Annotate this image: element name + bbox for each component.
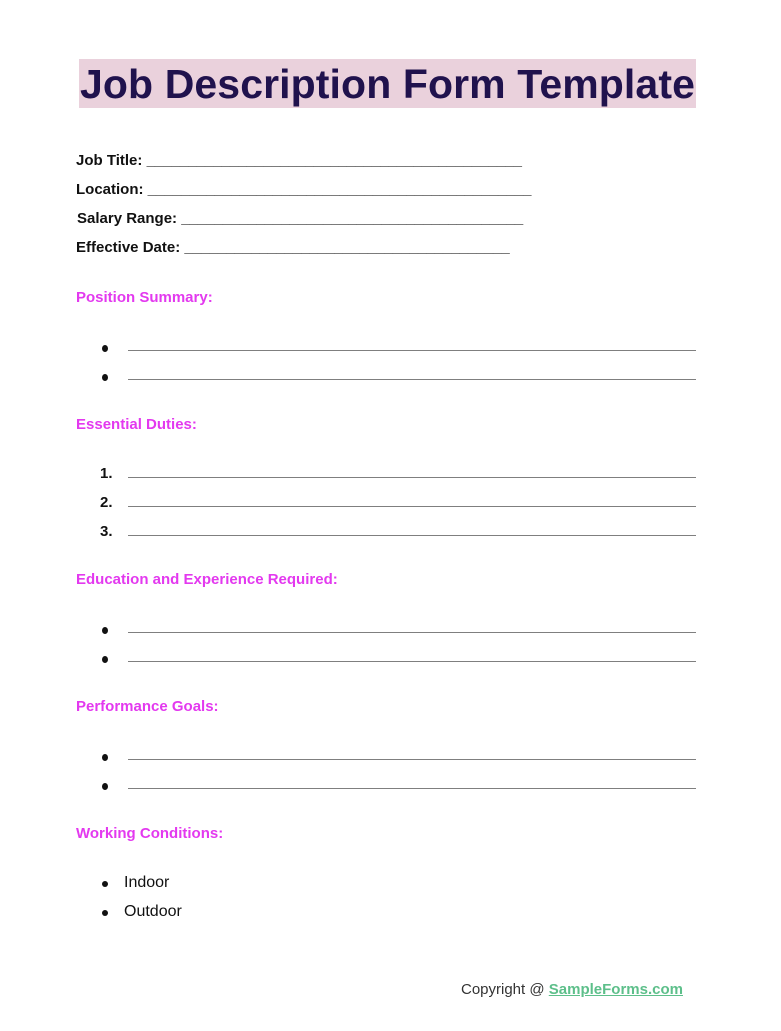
list-item[interactable] bbox=[0, 649, 781, 669]
copyright-footer bbox=[461, 981, 683, 998]
location-field[interactable] bbox=[76, 181, 531, 198]
page-title: Job Description Form Template bbox=[80, 61, 695, 107]
bullet-icon bbox=[102, 656, 108, 663]
effective-date-field[interactable] bbox=[76, 239, 510, 256]
list-item[interactable] bbox=[0, 776, 781, 796]
position-summary-heading: Position Summary: bbox=[76, 289, 213, 306]
field-blank[interactable]: _______________________________________ bbox=[184, 239, 510, 256]
salary-range-field[interactable] bbox=[77, 210, 523, 227]
list-item[interactable] bbox=[0, 494, 781, 514]
list-item bbox=[0, 874, 781, 894]
bullet-icon bbox=[102, 881, 108, 887]
bullet-icon bbox=[102, 783, 108, 790]
field-label: Salary Range: bbox=[77, 210, 178, 227]
list-item[interactable] bbox=[0, 523, 781, 543]
field-blank[interactable]: ______________________________________________ bbox=[147, 181, 532, 198]
condition-indoor: Indoor bbox=[124, 874, 170, 891]
essential-duties-heading: Essential Duties: bbox=[76, 416, 197, 433]
list-number: 2. bbox=[100, 494, 113, 511]
blank-line[interactable] bbox=[128, 788, 696, 789]
bullet-icon bbox=[102, 754, 108, 761]
blank-line[interactable] bbox=[128, 506, 696, 507]
bullet-icon bbox=[102, 374, 108, 381]
field-label: Location: bbox=[76, 181, 144, 198]
blank-line[interactable] bbox=[128, 477, 696, 478]
list-item[interactable] bbox=[0, 620, 781, 640]
education-heading: Education and Experience Required: bbox=[76, 571, 338, 588]
list-item[interactable] bbox=[0, 367, 781, 387]
sampleforms-link[interactable]: SampleForms.com bbox=[548, 981, 683, 998]
blank-line[interactable] bbox=[128, 379, 696, 380]
blank-line[interactable] bbox=[128, 350, 696, 351]
field-blank[interactable]: _________________________________________ bbox=[181, 210, 524, 227]
blank-line[interactable] bbox=[128, 759, 696, 760]
blank-line[interactable] bbox=[128, 535, 696, 536]
working-conditions-heading: Working Conditions: bbox=[76, 825, 224, 842]
title-banner bbox=[79, 59, 696, 108]
list-item[interactable] bbox=[0, 465, 781, 485]
list-item bbox=[0, 903, 781, 923]
copyright-text: Copyright @ bbox=[461, 981, 549, 998]
list-number: 1. bbox=[100, 465, 113, 482]
blank-line[interactable] bbox=[128, 661, 696, 662]
field-label: Job Title: bbox=[76, 152, 143, 169]
list-item[interactable] bbox=[0, 338, 781, 358]
blank-line[interactable] bbox=[128, 632, 696, 633]
job-title-field[interactable] bbox=[76, 152, 522, 169]
field-blank[interactable]: _____________________________________________ bbox=[146, 152, 522, 169]
list-item[interactable] bbox=[0, 747, 781, 767]
field-label: Effective Date: bbox=[76, 239, 181, 256]
performance-goals-heading: Performance Goals: bbox=[76, 698, 219, 715]
bullet-icon bbox=[102, 345, 108, 352]
bullet-icon bbox=[102, 910, 108, 916]
list-number: 3. bbox=[100, 523, 113, 540]
bullet-icon bbox=[102, 627, 108, 634]
condition-outdoor: Outdoor bbox=[124, 903, 182, 920]
